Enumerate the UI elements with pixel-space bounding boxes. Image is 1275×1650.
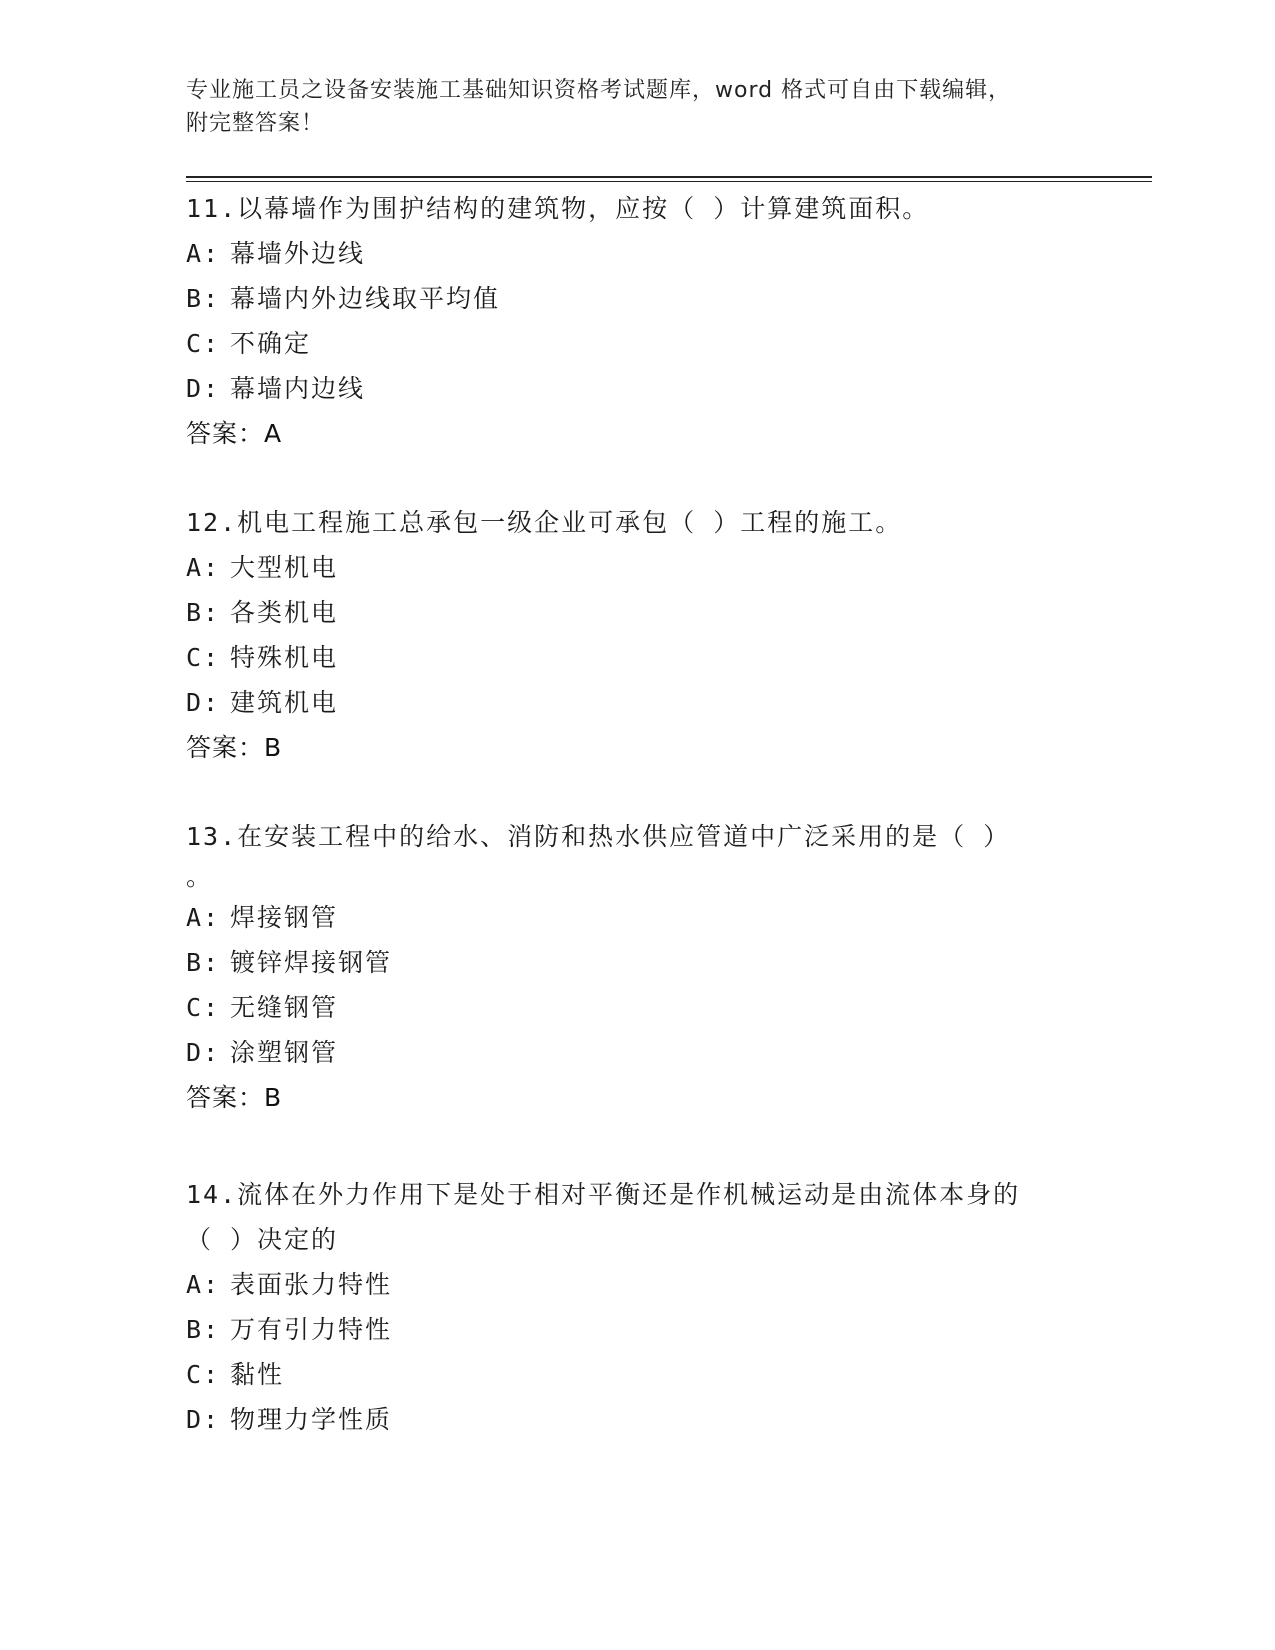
option-b <box>186 1307 1066 1352</box>
option-a <box>186 231 1066 276</box>
option-text: 黏性 <box>230 1360 285 1389</box>
option-c <box>186 635 1066 680</box>
header-rule-bottom <box>186 181 1152 182</box>
option-c <box>186 985 1066 1030</box>
option-letter: B: <box>186 598 221 627</box>
option-d <box>186 1030 1066 1075</box>
option-text: 不确定 <box>230 329 312 358</box>
option-text: 大型机电 <box>230 553 339 582</box>
question-13 <box>186 814 1066 1120</box>
option-letter: C: <box>186 329 221 358</box>
option-text: 各类机电 <box>230 598 339 627</box>
answer-line: 答案：A <box>186 419 283 448</box>
option-text: 万有引力特性 <box>230 1315 393 1344</box>
option-text: 幕墙外边线 <box>230 239 366 268</box>
question-14 <box>186 1172 1066 1442</box>
option-d <box>186 1397 1066 1442</box>
question-stem: 13.在安装工程中的给水、消防和热水供应管道中广泛采用的是（ ） <box>186 822 1011 851</box>
option-letter: B: <box>186 284 221 313</box>
question-stem-continued: 。 <box>186 862 214 891</box>
option-letter: B: <box>186 948 221 977</box>
question-stem: 14.流体在外力作用下是处于相对平衡还是作机械运动是由流体本身的 <box>186 1180 1021 1209</box>
document-header <box>186 74 1066 140</box>
option-b <box>186 940 1066 985</box>
question-11 <box>186 186 1066 456</box>
option-a <box>186 895 1066 940</box>
option-letter: A: <box>186 239 221 268</box>
question-12 <box>186 500 1066 770</box>
option-d <box>186 680 1066 725</box>
option-a <box>186 545 1066 590</box>
option-text: 焊接钢管 <box>230 903 339 932</box>
option-text: 物理力学性质 <box>230 1405 393 1434</box>
option-letter: D: <box>186 688 221 717</box>
option-text: 特殊机电 <box>230 643 339 672</box>
option-letter: C: <box>186 1360 221 1389</box>
option-b <box>186 276 1066 321</box>
option-text: 表面张力特性 <box>230 1270 393 1299</box>
option-a <box>186 1262 1066 1307</box>
option-text: 镀锌焊接钢管 <box>230 948 393 977</box>
option-text: 无缝钢管 <box>230 993 339 1022</box>
option-letter: C: <box>186 643 221 672</box>
option-letter: A: <box>186 903 221 932</box>
option-letter: A: <box>186 1270 221 1299</box>
option-letter: D: <box>186 1405 221 1434</box>
question-stem: 11.以幕墙作为围护结构的建筑物，应按（ ）计算建筑面积。 <box>186 194 930 223</box>
answer-line: 答案：B <box>186 733 283 762</box>
answer-line: 答案：B <box>186 1083 283 1112</box>
option-letter: B: <box>186 1315 221 1344</box>
header-line-2: 附完整答案！ <box>186 111 325 136</box>
option-b <box>186 590 1066 635</box>
option-letter: A: <box>186 553 221 582</box>
question-stem: 12.机电工程施工总承包一级企业可承包（ ）工程的施工。 <box>186 508 903 537</box>
option-c <box>186 321 1066 366</box>
option-text: 幕墙内边线 <box>230 374 366 403</box>
header-rule-top <box>186 176 1152 178</box>
option-letter: D: <box>186 1038 221 1067</box>
option-letter: C: <box>186 993 221 1022</box>
option-text: 建筑机电 <box>230 688 339 717</box>
option-letter: D: <box>186 374 221 403</box>
option-c <box>186 1352 1066 1397</box>
option-text: 涂塑钢管 <box>230 1038 339 1067</box>
option-d <box>186 366 1066 411</box>
question-stem-continued: （ ）决定的 <box>186 1225 339 1254</box>
option-text: 幕墙内外边线取平均值 <box>230 284 501 313</box>
header-line-1: 专业施工员之设备安装施工基础知识资格考试题库，word 格式可自由下载编辑， <box>186 78 1012 103</box>
